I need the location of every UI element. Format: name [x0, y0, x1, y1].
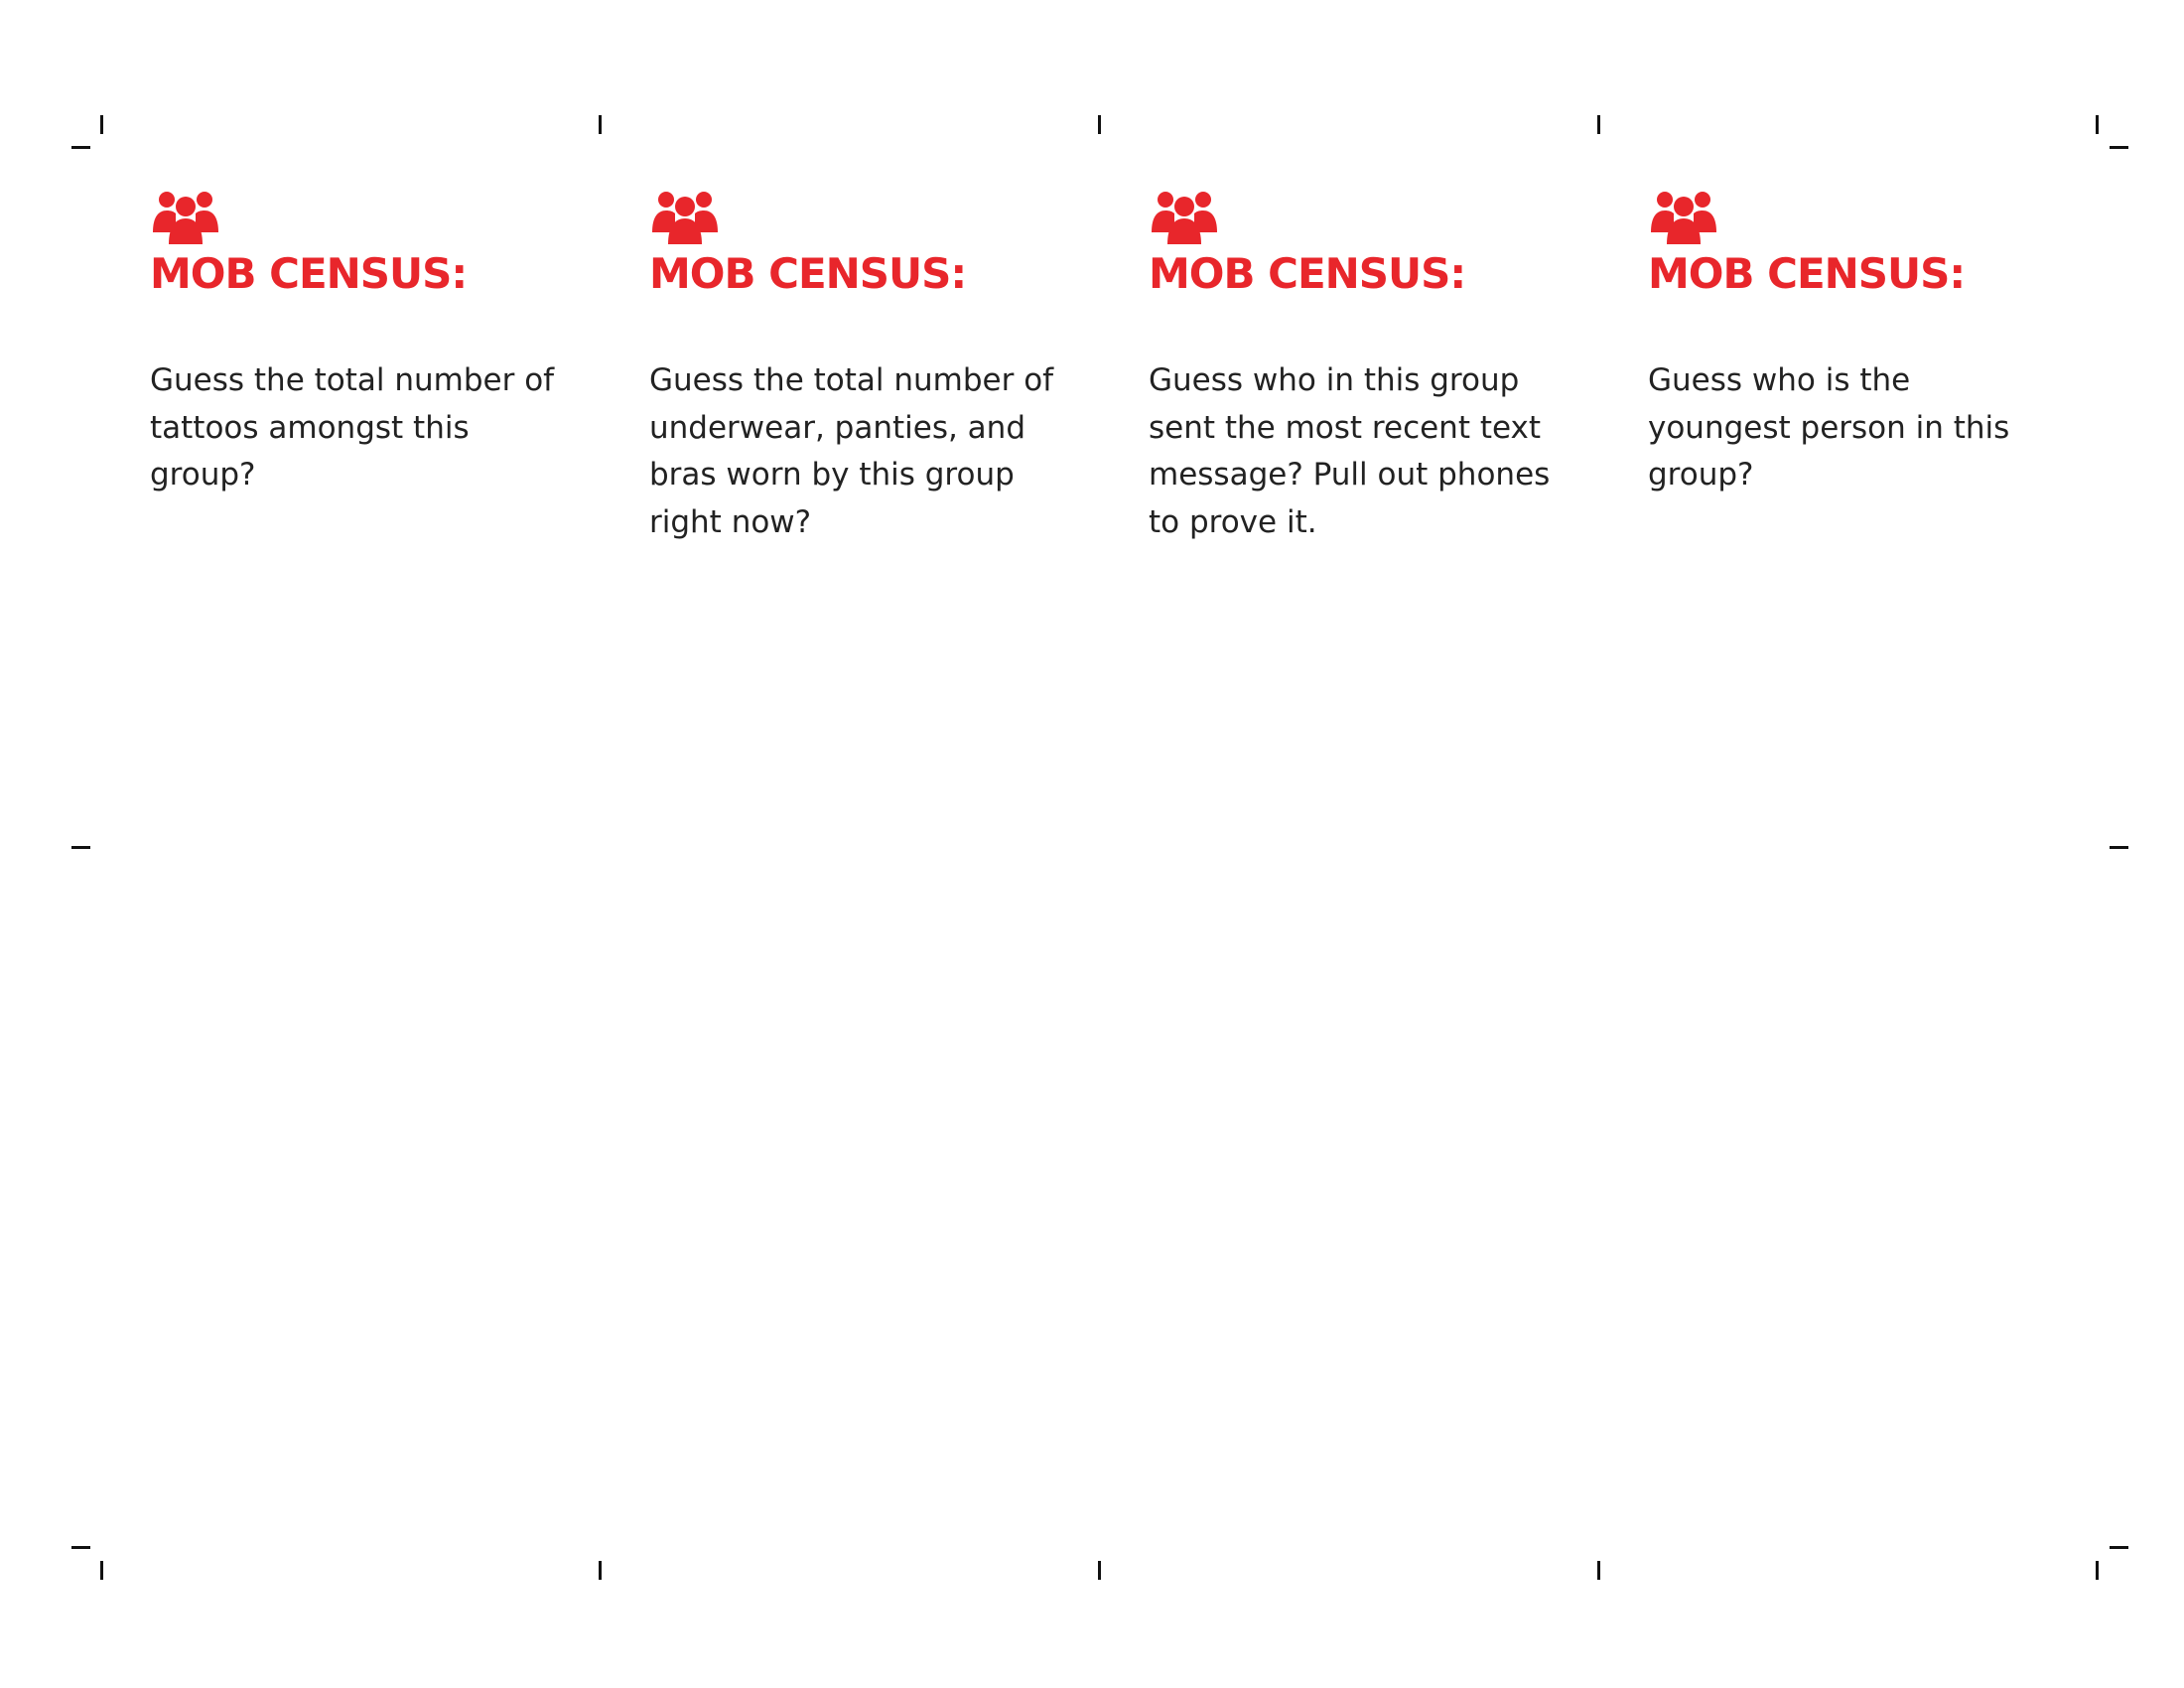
group-icon: [1149, 187, 1220, 246]
crop-mark: [71, 1546, 90, 1549]
card-title: MOB CENSUS:: [150, 249, 468, 298]
crop-mark: [71, 146, 90, 149]
card-question: Guess the total number of underwear, panties, and bras worn by this group right now?: [649, 362, 1054, 540]
crop-mark: [1597, 1561, 1600, 1580]
crop-mark: [2096, 115, 2099, 134]
crop-mark: [1597, 115, 1600, 134]
crop-mark: [1098, 1561, 1101, 1580]
mob-census-card-3: [1149, 187, 1566, 546]
card-title: MOB CENSUS:: [1149, 249, 1466, 298]
group-icon: [150, 187, 221, 246]
group-icon: [649, 187, 721, 246]
crop-mark: [599, 115, 602, 134]
crop-mark: [71, 846, 90, 849]
mob-census-card-1: [150, 187, 567, 499]
crop-mark: [599, 1561, 602, 1580]
crop-mark: [1098, 115, 1101, 134]
mob-census-card-4: [1648, 187, 2065, 499]
mob-census-card-2: [649, 187, 1066, 546]
card-question: Guess who is the youngest person in this group?: [1648, 362, 2010, 492]
crop-mark: [2110, 846, 2128, 849]
card-question: Guess who in this group sent the most recent text message? Pull out phones to prove it.: [1149, 362, 1551, 540]
crop-mark: [2096, 1561, 2099, 1580]
crop-mark: [2110, 1546, 2128, 1549]
crop-mark: [100, 115, 103, 134]
card-title: MOB CENSUS:: [1648, 249, 1966, 298]
card-question: Guess the total number of tattoos amongst this group?: [150, 362, 555, 492]
card-title: MOB CENSUS:: [649, 249, 967, 298]
crop-mark: [100, 1561, 103, 1580]
group-icon: [1648, 187, 1719, 246]
crop-mark: [2110, 146, 2128, 149]
